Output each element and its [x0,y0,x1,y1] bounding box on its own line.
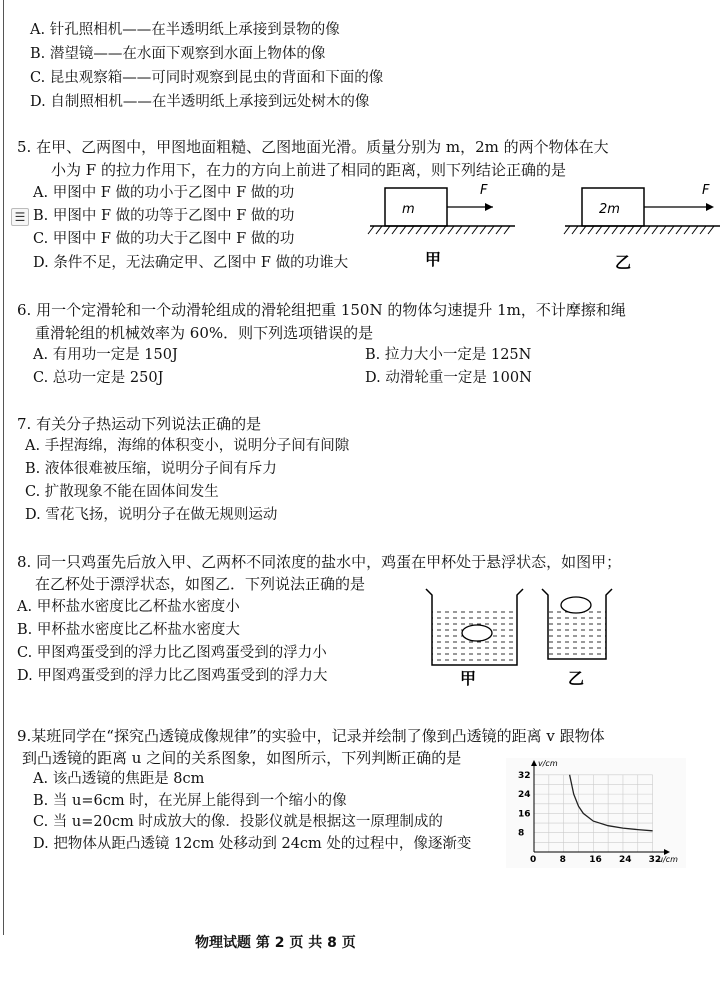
q9-y-axis-label: v/cm [538,759,558,768]
q8-option-a: A. 甲杯盐水密度比乙杯盐水密度小 [17,599,240,615]
q6-stem-line1: 6. 用一个定滑轮和一个动滑轮组成的滑轮组把重 150N 的物体匀速提升 1m，不计摩擦和绳 [17,301,626,319]
q9-x-tick-label: 16 [589,855,602,865]
hatch-left [368,226,510,234]
arrowhead-right [706,203,714,211]
force-label-right: F [702,183,710,198]
q5-option-a: A. 甲图中 F 做的功小于乙图中 F 做的功 [33,185,295,201]
q7-option-c: C. 扩散现象不能在固体间发生 [25,484,219,500]
q5-stem-line1: 5. 在甲、乙两图中，甲图地面粗糙、乙图地面光滑。质量分别为 m，2m 的两个物体在大 [17,138,609,156]
q6-option-b: B. 拉力大小一定是 125N [365,347,532,363]
q7-stem: 7. 有关分子热运动下列说法正确的是 [17,415,262,433]
arrowhead-left [485,203,493,211]
page-footer: 物理试题 第 2 页 共 8 页 [195,935,356,951]
hatch-right [564,226,714,234]
q8-stem-line1: 8. 同一只鸡蛋先后放入甲、乙两杯不同浓度的盐水中，鸡蛋在甲杯处于悬浮状态，如图甲； [17,553,622,571]
q9-option-b: B. 当 u=6cm 时，在光屏上能得到一个缩小的像 [33,793,347,809]
q5-option-c: C. 甲图中 F 做的功大于乙图中 F 做的功 [33,231,295,247]
caption-yi: 乙 [615,253,632,272]
caption-jia: 甲 [460,669,477,688]
q9-graph [506,758,686,868]
q9-option-c: C. 当 u=20cm 时成放大的像．投影仪就是根据这一原理制成的 [33,814,443,830]
q4-option-a: A. 针孔照相机——在半透明纸上承接到景物的像 [30,22,340,38]
q9-option-d: D. 把物体从距凸透镜 12cm 处移动到 24cm 处的过程中，像逐渐变 [33,836,472,852]
q6-stem-line2: 重滑轮组的机械效率为 60%．则下列选项错误的是 [35,324,374,342]
egg-floating [561,597,591,613]
q8-option-c: C. 甲图鸡蛋受到的浮力比乙图鸡蛋受到的浮力小 [17,645,327,661]
q5-option-b: B. 甲图中 F 做的功等于乙图中 F 做的功 [33,208,295,224]
q8-figure [420,585,620,690]
beaker-yi [542,589,612,688]
q6-option-c: C. 总功一定是 250J [33,370,164,386]
q8-stem-line2: 在乙杯处于漂浮状态，如图乙．下列说法正确的是 [35,575,366,593]
q8-option-b: B. 甲杯盐水密度比乙杯盐水密度大 [17,622,240,638]
q6-option-d: D. 动滑轮重一定是 100N [365,370,532,386]
q5-left-diagram [368,183,515,269]
q5-figure [365,178,722,273]
q9-y-tick-label: 16 [518,809,531,820]
q6-option-a: A. 有用功一定是 150J [33,347,178,363]
q9-stem-line2: 到凸透镜的距离 u 之间的关系图象，如图所示，下列判断正确的是 [22,749,462,767]
block-m-label: m [402,202,415,217]
q9-stem-line1: 9.某班同学在“探究凸透镜成像规律”的实验中，记录并绘制了像到凸透镜的距离 v 跟物体 [17,727,605,745]
q9-x-tick-label: 24 [618,855,632,865]
force-label-left: F [480,183,488,198]
q7-option-b: B. 液体很难被压缩，说明分子间有斥力 [25,461,277,477]
block-m [385,188,447,226]
q4-option-c: C. 昆虫观察箱——可同时观察到昆虫的背面和下面的像 [30,70,384,86]
list-icon[interactable]: ☰ [11,208,29,226]
q9-x-axis-label: u/cm [658,855,678,864]
q9-y-tick-label: 24 [518,790,531,801]
q9-x-tick-label: 32 [648,855,662,865]
beaker-jia [426,589,523,688]
page-left-border [3,0,4,935]
q5-right-diagram [564,183,720,272]
q5-option-d: D. 条件不足，无法确定甲、乙图中 F 做的功谁大 [33,255,349,271]
egg-suspended [462,625,492,641]
q9-x-tick-label: 8 [559,855,566,865]
q7-option-d: D. 雪花飞扬，说明分子在做无规则运动 [25,507,278,523]
q9-y-tick-label: 32 [518,770,531,781]
q9-x-tick-label: 0 [530,855,537,865]
block-2m-label: 2m [599,202,620,217]
q8-option-d: D. 甲图鸡蛋受到的浮力比乙图鸡蛋受到的浮力大 [17,668,328,684]
q9-option-a: A. 该凸透镜的焦距是 8cm [33,771,205,787]
caption-jia: 甲 [425,250,442,269]
q5-stem-line2: 小为 F 的拉力作用下，在力的方向上前进了相同的距离，则下列结论正确的是 [51,161,566,179]
q4-option-b: B. 潜望镜——在水面下观察到水面上物体的像 [30,46,326,62]
q7-option-a: A. 手捏海绵，海绵的体积变小，说明分子间有间隙 [25,438,350,454]
q9-y-tick-label: 8 [518,828,525,839]
caption-yi: 乙 [568,669,585,688]
q4-option-d: D. 自制照相机——在半透明纸上承接到远处树木的像 [30,94,370,110]
